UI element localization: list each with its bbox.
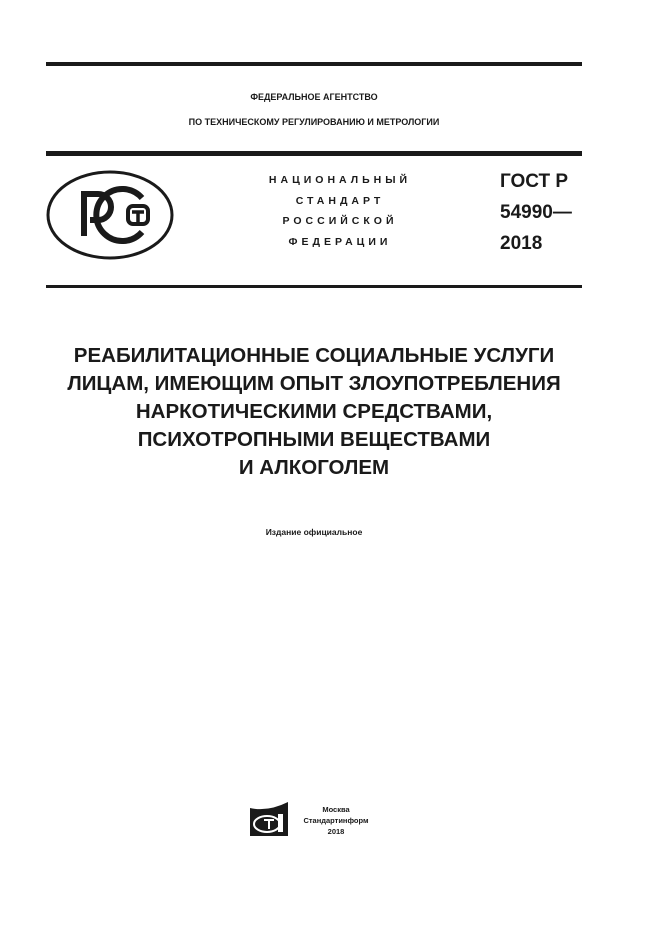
standard-type-line: РОССИЙСКОЙ	[282, 215, 398, 227]
standard-type-line: НАЦИОНАЛЬНЫЙ	[268, 174, 412, 186]
publisher-name: Стандартинформ	[303, 816, 369, 825]
title-line: И АЛКОГОЛЕМ	[238, 456, 390, 479]
header-rule	[46, 151, 582, 156]
rst-logo-icon	[44, 168, 176, 262]
title-line: ЛИЦАМ, ИМЕЮЩИМ ОПЫТ ЗЛОУПОТРЕБЛЕНИЯ	[67, 372, 561, 395]
designation-number: 54990—	[500, 202, 572, 223]
title-line: ПСИХОТРОПНЫМИ ВЕЩЕСТВАМИ	[137, 428, 491, 451]
publisher-info	[296, 804, 376, 837]
document-title	[20, 342, 608, 482]
designation-year: 2018	[500, 233, 543, 254]
standard-type-line: СТАНДАРТ	[295, 194, 385, 207]
standard-type-line: ФЕДЕРАЦИИ	[288, 235, 392, 248]
agency-line-2: ПО ТЕХНИЧЕСКОМУ РЕГУЛИРОВАНИЮ И МЕТРОЛОГИИ	[188, 117, 440, 127]
designation-line: ГОСТ Р	[500, 171, 569, 192]
standard-type	[240, 170, 440, 252]
title-rule	[46, 285, 582, 288]
standartinform-logo-icon	[248, 800, 292, 838]
agency-line-1: ФЕДЕРАЛЬНОЕ АГЕНТСТВО	[250, 92, 378, 102]
publisher-year: 2018	[327, 827, 345, 836]
title-line: НАРКОТИЧЕСКИМИ СРЕДСТВАМИ,	[135, 400, 493, 423]
edition-note: Издание официальное	[265, 527, 363, 537]
top-rule	[46, 62, 582, 66]
standard-designation	[500, 166, 572, 259]
publisher-city: Москва	[322, 805, 350, 814]
title-line: РЕАБИЛИТАЦИОННЫЕ СОЦИАЛЬНЫЕ УСЛУГИ	[73, 344, 555, 367]
